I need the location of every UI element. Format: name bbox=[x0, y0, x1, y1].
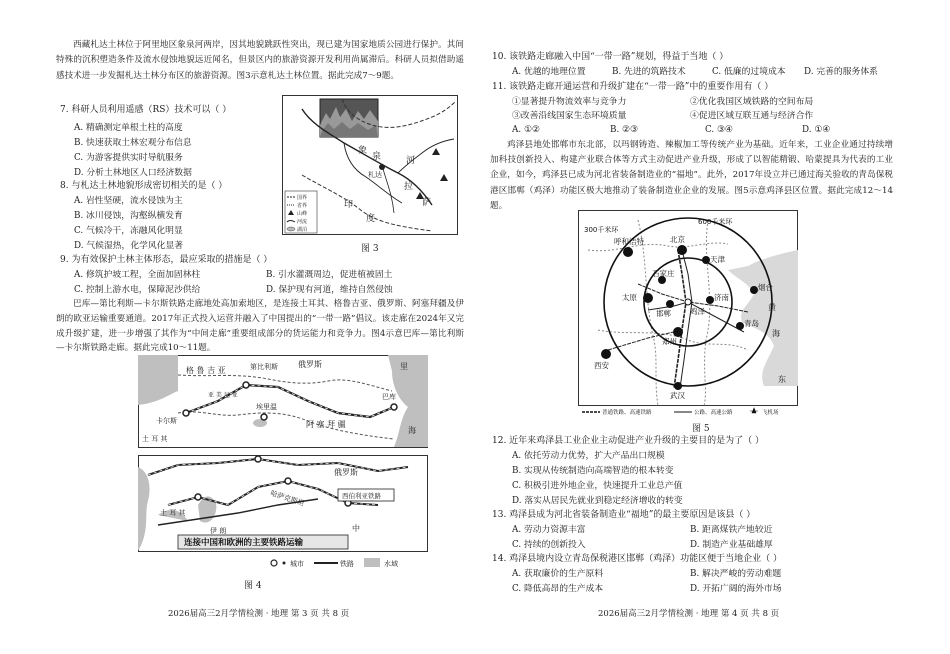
fig4-label: 俄罗斯 bbox=[334, 468, 358, 477]
fig5-city-label: 邯郸 bbox=[656, 309, 671, 318]
figure-5-svg bbox=[578, 210, 798, 418]
zhada-photo bbox=[320, 99, 378, 137]
fig5-legend bbox=[582, 408, 779, 416]
q9-option-b[interactable]: B. 引水灌溉周边，促进植被固土 bbox=[266, 270, 393, 280]
fig4-label: 海 bbox=[408, 426, 416, 435]
q10-option-c[interactable]: C. 低廉的过境成本 bbox=[712, 67, 786, 77]
question-8: 8. 与札达土林地貌形成密切相关的是（ ） bbox=[60, 181, 228, 191]
right-page bbox=[490, 0, 895, 654]
fig4-legend-item: 城市 bbox=[290, 560, 304, 568]
question-12: 12. 近年来鸡泽县工业企业主动促进产业升级的主要目的是为了（ ） bbox=[492, 436, 765, 446]
fig4-label: 第比利斯 bbox=[250, 363, 278, 371]
q9-option-d[interactable]: D. 保护现有河道，维持自然侵蚀 bbox=[266, 285, 393, 295]
fig4-label: 土 耳 其 bbox=[142, 435, 168, 443]
question-9: 9. 为有效保护土林主体形态，最应采取的措施是（ ） bbox=[60, 255, 273, 265]
fig5-sea-label: 海 bbox=[772, 329, 780, 338]
q12-option-b[interactable]: B. 实现从传统制造向高端智造的根本转变 bbox=[512, 466, 674, 476]
fig5-city-label: 武汉 bbox=[670, 391, 685, 400]
question-10: 10. 该铁路走廊融入中国“一带一路”规划，得益于当地（ ） bbox=[492, 52, 729, 62]
figure-3-caption: 图 3 bbox=[361, 244, 379, 254]
figure-5-map bbox=[578, 210, 798, 418]
figure-3-map bbox=[282, 95, 458, 235]
fig5-city-label: 北京 bbox=[670, 235, 685, 244]
q8-option-d[interactable]: D. 气候湿热，化学风化显著 bbox=[74, 241, 184, 251]
q14-option-b[interactable]: B. 解决严峻的劳动难题 bbox=[690, 569, 782, 579]
fig5-legend-item: 公路、高速公路 bbox=[694, 410, 733, 416]
fig5-city-label: 西安 bbox=[594, 361, 609, 370]
figure-4-map bbox=[138, 355, 428, 573]
fig5-city-label: 济南 bbox=[714, 293, 729, 302]
fig3-label: 札达 bbox=[368, 171, 382, 179]
q11-item-3: ③改善沿线国家生态环境质量 bbox=[512, 111, 627, 121]
fig5-ring-label: 300千米环 bbox=[584, 226, 619, 234]
fig4-label: 西伯利亚铁路 bbox=[342, 492, 381, 500]
fig5-legend-item: 普通铁路、高速铁路 bbox=[602, 410, 652, 416]
q10-option-b[interactable]: B. 先进的筑路技术 bbox=[612, 67, 686, 77]
fig4-legend-item: 水域 bbox=[384, 560, 398, 568]
fig3-label: 泉 bbox=[372, 152, 382, 162]
q11-item-4: ④促进区域互联互通与经济合作 bbox=[690, 111, 814, 121]
fig4-legend bbox=[271, 558, 398, 568]
fig4-label: 巴库 bbox=[382, 393, 396, 401]
fig3-legend-item: 省界 bbox=[297, 203, 308, 209]
fig4-label: 阿 塞 拜 疆 bbox=[306, 420, 346, 429]
fig5-city-label: 天津 bbox=[710, 255, 725, 264]
fig5-city-label: 青岛 bbox=[744, 319, 759, 328]
fig4-label: 哈萨克斯坦 bbox=[269, 489, 306, 508]
fig5-city-label: 太原 bbox=[622, 293, 637, 302]
fig4-label: 土 耳 其 bbox=[160, 509, 186, 517]
page-footer-3: 2026届高三2月学情检测 · 地理 第 3 页 共 8 页 bbox=[168, 609, 350, 619]
fig4-label: 格 鲁 吉 亚 bbox=[186, 366, 226, 375]
question-14: 14. 鸡泽县境内设立青岛保税港区邯郸（鸡泽）功能区便于当地企业（ ） bbox=[492, 554, 783, 564]
page-footer-4: 2026届高三2月学情检测 · 地理 第 4 页 共 8 页 bbox=[598, 609, 780, 619]
q8-option-b[interactable]: B. 冰川侵蚀，沟壑纵横发育 bbox=[74, 211, 183, 221]
fig3-label: 印 bbox=[344, 200, 354, 210]
figure-5-caption: 图 5 bbox=[692, 424, 710, 434]
q13-option-b[interactable]: B. 距离煤铁产地较近 bbox=[690, 525, 773, 535]
q7-option-c[interactable]: C. 为游客提供实时导航服务 bbox=[74, 153, 183, 163]
q10-option-a[interactable]: A. 优越的地理位置 bbox=[512, 67, 586, 77]
q7-option-d[interactable]: D. 分析土林地区人口经济数据 bbox=[74, 168, 192, 178]
fig3-label: 萨 bbox=[422, 198, 432, 208]
passage-zhada: 西藏札达土林位于阿里地区象泉河两岸，因其地貌跳跃性突出，现已建为国家地质公园进行保护。其间特殊的沉积塑造条件及流水侵蚀地貌远近闻名，但景区内的旅游资源开发利用尚属滞后。科研人员拟借助遥感技术进一步发掘札达土林分布区的旅游资源。图3示意札达土林位置。据此完成7～9题。 bbox=[56, 40, 464, 81]
fig4-label: 卡尔斯 bbox=[156, 417, 177, 425]
passage-jize: 鸡泽县地处邯郸市东北部，以玛钢铸造、辣椒加工等传统产业为基础。近年来，工业企业通过持续增加科技创新投入、构建产业联合体等方式主动促进产业升级，形成了以智能精锻、哈蒙提具为代表的工业企业，如今，鸡泽县已成为河北省装备制造业的“福地”。此外，2017年设立并已通过海关验收的青岛保税港区邯郸（鸡泽）功能区极大地推动了装备制造业企业的发展。图5示意鸡泽县区位置。据此完成12～14题。 bbox=[490, 140, 893, 211]
q13-option-d[interactable]: D. 制造产业基础雄厚 bbox=[690, 540, 773, 550]
q8-option-a[interactable]: A. 岩性坚硬，流水侵蚀为主 bbox=[74, 196, 183, 206]
fig5-legend-item: 飞机场 bbox=[762, 410, 779, 416]
fig4-label: 中 bbox=[352, 524, 360, 533]
q14-option-a[interactable]: A. 获取廉价的生产原料 bbox=[512, 569, 604, 579]
q14-option-c[interactable]: C. 降低高昂的生产成本 bbox=[512, 584, 604, 594]
fig3-legend-item: 河流 bbox=[297, 219, 308, 225]
question-13: 13. 鸡泽县成为河北省装备制造业“福地”的最主要原因是该县（ ） bbox=[492, 510, 756, 520]
q11-item-1: ①显著提升物流效率与竞争力 bbox=[512, 97, 627, 107]
q11-option-c[interactable]: C. ③④ bbox=[705, 125, 733, 135]
q11-option-d[interactable]: D. ①④ bbox=[802, 125, 831, 135]
q7-option-b[interactable]: B. 快速获取土林宏观分布信息 bbox=[74, 138, 192, 148]
fig4-label: 俄罗斯 bbox=[298, 360, 322, 369]
fig5-city-label: 呼和浩特 bbox=[614, 237, 644, 246]
q14-option-d[interactable]: D. 开拓广阔的海外市场 bbox=[690, 584, 782, 594]
q12-option-a[interactable]: A. 依托劳动力优势，扩大产品出口规模 bbox=[512, 451, 665, 461]
fig4-legend-item: 铁路 bbox=[340, 560, 354, 568]
q7-option-a[interactable]: A. 精确测定单根土柱的高度 bbox=[74, 123, 183, 133]
fig5-city-label: 烟台 bbox=[758, 283, 773, 292]
fig4-label: 里 bbox=[400, 362, 408, 371]
figure-3-svg bbox=[282, 95, 458, 235]
fig3-legend-item: 国界 bbox=[297, 195, 308, 201]
figure-4-caption: 图 4 bbox=[244, 581, 262, 591]
figure-4-svg bbox=[138, 355, 428, 573]
fig5-city-label: 鸡泽 bbox=[690, 307, 705, 316]
q13-option-a[interactable]: A. 劳动力资源丰富 bbox=[512, 525, 586, 535]
fig3-label: 象 bbox=[358, 146, 368, 156]
fig3-label: 拉 bbox=[404, 182, 414, 192]
fig4-label: 埃里温 bbox=[256, 403, 277, 411]
q11-option-a[interactable]: A. ①② bbox=[512, 125, 540, 135]
left-page bbox=[56, 0, 466, 654]
fig5-ring-label: 600千米环 bbox=[698, 218, 733, 226]
q11-option-b[interactable]: B. ②③ bbox=[610, 125, 638, 135]
passage-railway: 巴库—第比利斯—卡尔斯铁路走廊地处高加索地区，是连接土耳其、格鲁吉亚、俄罗斯、阿塞拜疆及伊朗的欧亚运输重要通道。2017年正式投入运营并融入了中国提出的“一带一路”倡议。该走廊在2024年又完成升级扩建，进一步增强了其作为“中间走廊”重要组成部分的货运能力和竞争力。图4示意巴库—第比利斯—卡尔斯铁路走廊。据此完成10～11题。 bbox=[56, 299, 464, 354]
fig3-legend-item: 山峰 bbox=[297, 211, 308, 217]
fig4-label: 亚 美 尼 亚 bbox=[208, 392, 238, 399]
fig4-label: 伊 朗 bbox=[210, 527, 227, 535]
fig4-banner: 连接中国和欧洲的主要铁路运输 bbox=[184, 538, 304, 548]
question-11: 11. 该铁路走廊开通运营和升级扩建在“一带一路”中的重要作用有（ ） bbox=[492, 82, 774, 92]
q13-option-c[interactable]: C. 持续的创新投入 bbox=[512, 540, 586, 550]
fig5-city-label: 石家庄 bbox=[652, 269, 675, 278]
fig5-city-label: 郑州 bbox=[662, 337, 677, 346]
q12-option-d[interactable]: D. 落实从居民先就业到稳定经济增收的转变 bbox=[512, 496, 683, 506]
q8-option-c[interactable]: C. 气候冷干，冻融风化明显 bbox=[74, 226, 183, 236]
fig3-label: 度 bbox=[366, 214, 376, 224]
fig3-label: 河 bbox=[406, 156, 416, 166]
fig3-legend-item: 湖泊 bbox=[297, 227, 308, 233]
q10-option-d[interactable]: D. 完善的服务体系 bbox=[804, 67, 878, 77]
q11-item-2: ②优化我国区域铁路的空间布局 bbox=[690, 97, 814, 107]
fig5-sea-label: 黄 bbox=[768, 303, 776, 312]
question-7: 7. 科研人员利用遥感（RS）技术可以（ ） bbox=[60, 105, 232, 115]
q9-option-c[interactable]: C. 控制上游水电，保障泥沙供给 bbox=[74, 285, 201, 295]
fig5-sea-label: 东 bbox=[778, 375, 786, 384]
q9-option-a[interactable]: A. 修筑护坡工程，全面加固林柱 bbox=[74, 270, 201, 280]
q12-option-c[interactable]: C. 积极引进外地企业，快速提升工业总产值 bbox=[512, 481, 683, 491]
